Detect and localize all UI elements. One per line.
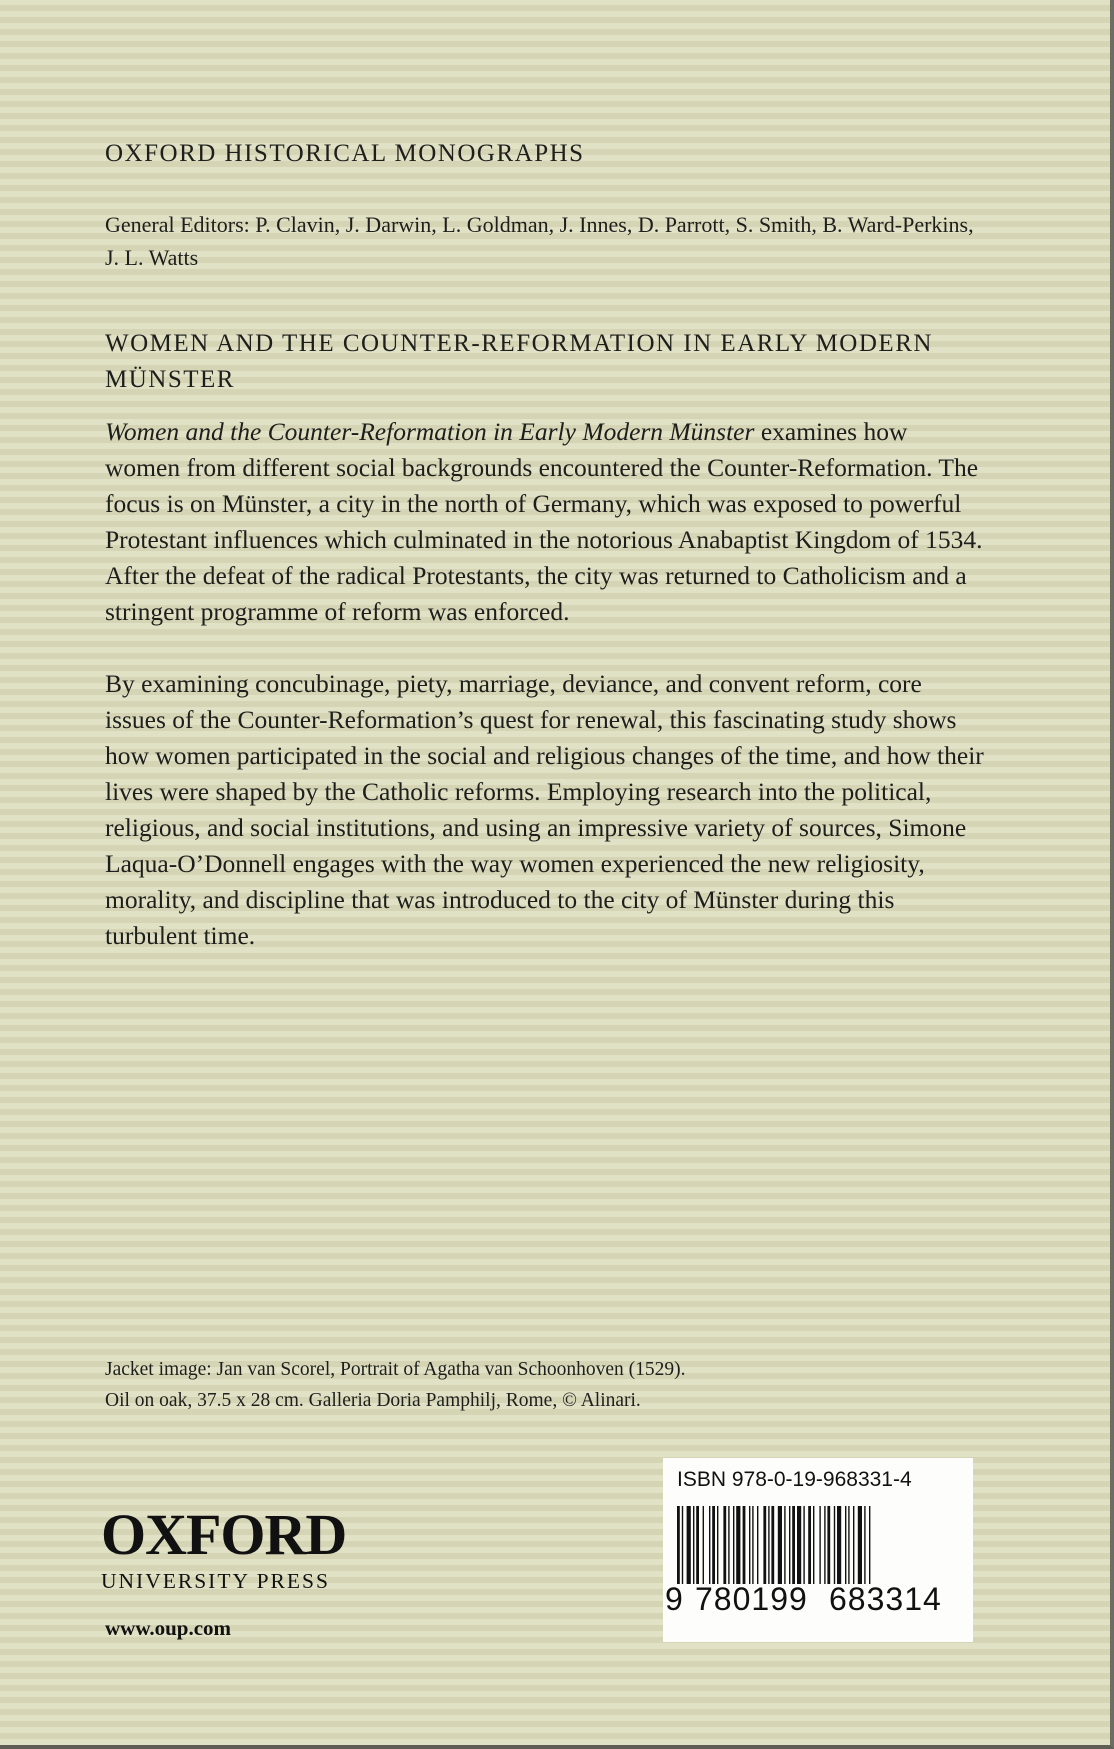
- general-editors: General Editors: P. Clavin, J. Darwin, L. Goldman, J. Innes, D. Parrott, S. Smith, B. Ward-Perkins, J. L. Watts: [105, 212, 974, 270]
- barcode-digits-left: 780199: [695, 1581, 808, 1617]
- description-italic-title: Women and the Counter-Reformation in Early Modern Münster: [105, 417, 755, 446]
- jacket-credit-line-1: Jacket image: Jan van Scorel, Portrait of Agatha van Schoonhoven (1529).: [105, 1359, 686, 1380]
- isbn-barcode-panel: [663, 1458, 973, 1642]
- series-title: OXFORD HISTORICAL MONOGRAPHS: [105, 140, 585, 167]
- barcode-digit-first: 9: [665, 1581, 684, 1617]
- barcode-digits-right: 683314: [829, 1581, 942, 1617]
- jacket-credit-line-2: Oil on oak, 37.5 x 28 cm. Galleria Doria Pamphilj, Rome, © Alinari.: [105, 1390, 641, 1411]
- book-title: WOMEN AND THE COUNTER-REFORMATION IN EARLY MODERN MÜNSTER: [105, 330, 933, 393]
- isbn-label: ISBN 978-0-19-968331-4: [677, 1468, 912, 1491]
- barcode-icon: [675, 1506, 961, 1584]
- description-paragraph-1: [105, 414, 985, 630]
- book-description: [105, 414, 985, 954]
- description-paragraph-1-text: examines how women from different social backgrounds encountered the Counter-Reformation. The focus is on Münster, a city in the north of Germany, which was exposed to powerful Protestant influences which culminated in the notorious Anabaptist Kingdom of 1534. After the defeat of the radical Protestants, the city was returned to Catholicism and a stringent programme of reform was enforced.: [105, 417, 983, 626]
- description-paragraph-2: By examining concubinage, piety, marriage, deviance, and convent reform, core issues of the Counter-Reformation’s quest for renewal, this fascinating study shows how women participated in the social and religious changes of the time, and how their lives were shaped by the Catholic reforms. Employing research into the political, religious, and social institutions, and using an impressive variety of sources, Simone Laqua-O’Donnell engages with the way women experienced the new religiosity, morality, and discipline that was introduced to the city of Münster during this turbulent time.: [105, 669, 984, 950]
- publisher-url: www.oup.com: [105, 1616, 232, 1640]
- jacket-image-credit: [105, 1354, 805, 1416]
- oxford-wordmark: OXFORD: [101, 1502, 347, 1567]
- publisher-logo: [101, 1502, 347, 1594]
- university-press-label: UNIVERSITY PRESS: [101, 1569, 330, 1593]
